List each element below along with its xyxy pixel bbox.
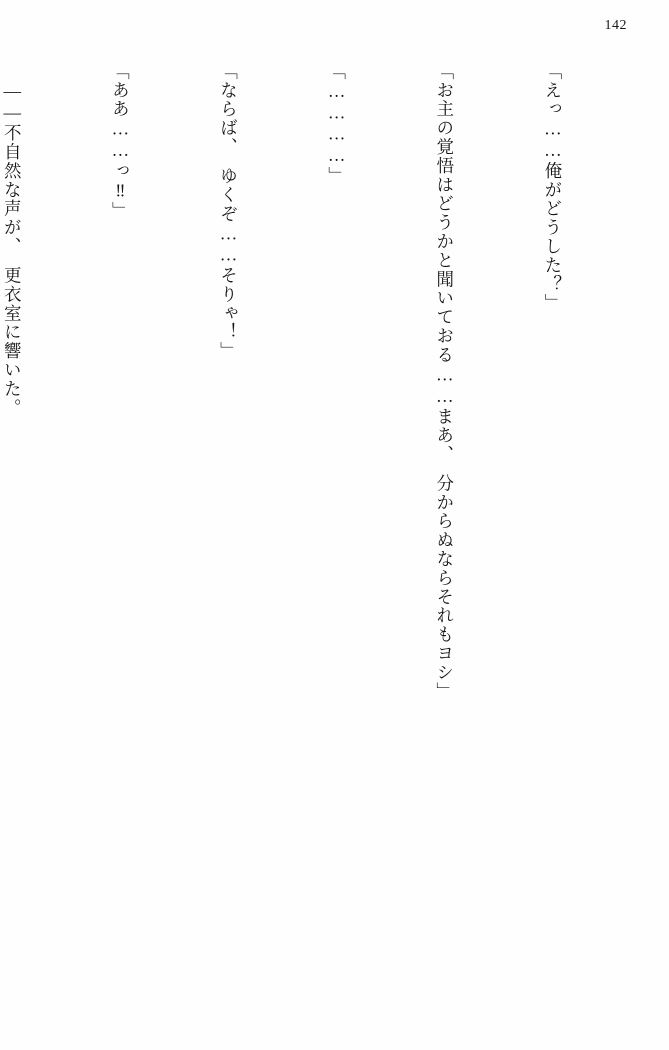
- paragraph: 「…………」: [326, 62, 347, 186]
- paragraph: 「えっ……俺がどうした？」: [542, 62, 563, 313]
- paragraph: 「お主の覚悟はどうかと聞いておる……まあ、 分からぬならそれもヨシ」: [434, 62, 455, 701]
- paragraph: ――不自然な声が、 更衣室に響いた。: [2, 62, 23, 418]
- page-number: 142: [604, 18, 627, 33]
- paragraph: 「ならば、 ゆくぞ……そりゃ！」: [218, 62, 239, 361]
- page-text-body: [2, 62, 643, 1010]
- paragraph: 「ああ……っ‼」: [110, 62, 131, 221]
